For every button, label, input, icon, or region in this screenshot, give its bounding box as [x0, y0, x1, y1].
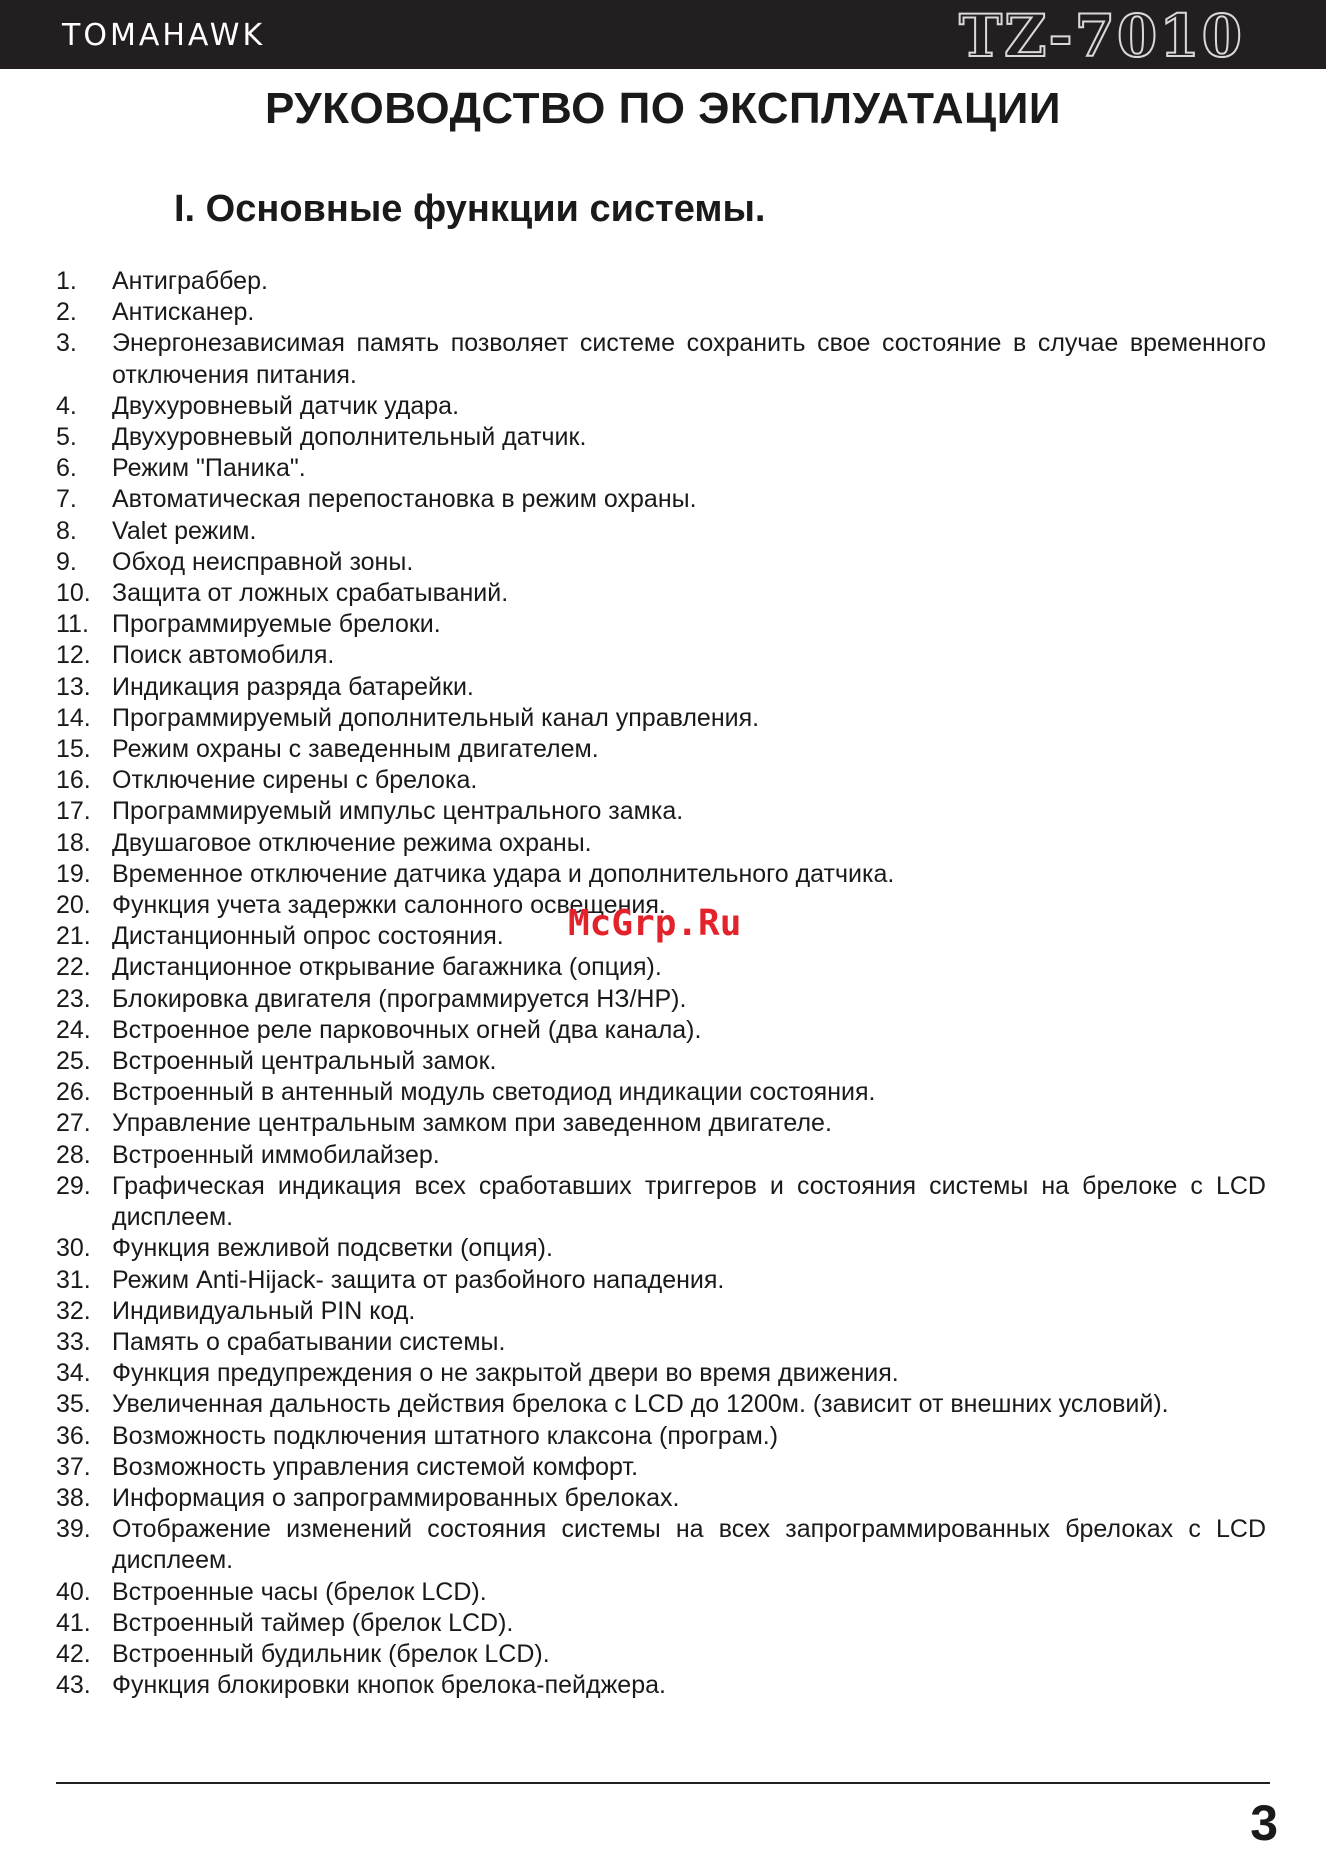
- feature-number: 25.: [56, 1047, 91, 1076]
- model-name: TZ-7010: [959, 2, 1244, 70]
- feature-item: [56, 672, 1266, 703]
- feature-number: 27.: [56, 1109, 91, 1138]
- feature-number: 1.: [56, 267, 77, 295]
- feature-text: Функция блокировки кнопок брелока-пейджера.: [112, 1671, 666, 1700]
- feature-text: Индикация разряда батарейки.: [112, 672, 474, 701]
- feature-number: 32.: [56, 1296, 91, 1325]
- feature-text: Двушаговое отключение режима охраны.: [112, 828, 592, 857]
- feature-number: 12.: [56, 641, 91, 670]
- feature-number: 4.: [56, 391, 77, 420]
- feature-text: Обход неисправной зоны.: [112, 547, 414, 576]
- feature-number: 40.: [56, 1577, 91, 1606]
- feature-item: [56, 266, 1266, 297]
- feature-text: Блокировка двигателя (программируется НЗ/НР).: [112, 984, 687, 1013]
- feature-item: [56, 1140, 1266, 1171]
- feature-number: 20.: [56, 891, 91, 920]
- feature-number: 2.: [56, 298, 77, 327]
- feature-item: [56, 547, 1266, 578]
- feature-item: [56, 578, 1266, 609]
- feature-item: [56, 859, 1266, 890]
- feature-text: Графическая индикация всех сработавших триггеров и состояния системы на брелоке с LCD дисплеем.: [112, 1171, 1266, 1232]
- feature-number: 19.: [56, 859, 91, 888]
- feature-number: 42.: [56, 1639, 91, 1668]
- feature-text: Программируемый дополнительный канал управления.: [112, 703, 760, 732]
- feature-item: [56, 1452, 1266, 1483]
- feature-item: [56, 1639, 1266, 1670]
- feature-item: [56, 1108, 1266, 1139]
- feature-text: Встроенный будильник (брелок LCD).: [112, 1639, 550, 1668]
- feature-item: [56, 984, 1266, 1015]
- feature-text: Режим "Паника".: [112, 454, 306, 483]
- feature-number: 30.: [56, 1234, 91, 1263]
- feature-text: Антисканер.: [112, 298, 255, 327]
- feature-item: [56, 1483, 1266, 1514]
- feature-text: Индивидуальный PIN код.: [112, 1296, 416, 1325]
- feature-text: Дистанционный опрос состояния.: [112, 922, 504, 951]
- feature-text: Функция учета задержки салонного освещения.: [112, 891, 666, 920]
- feature-item: [56, 1608, 1266, 1639]
- feature-number: 38.: [56, 1483, 91, 1512]
- feature-text: Временное отключение датчика удара и дополнительного датчика.: [112, 859, 895, 888]
- feature-text: Valet режим.: [112, 516, 257, 545]
- feature-number: 36.: [56, 1421, 91, 1450]
- feature-number: 22.: [56, 953, 91, 982]
- feature-text: Память о срабатывании системы.: [112, 1327, 506, 1356]
- feature-text: Программируемые брелоки.: [112, 610, 441, 639]
- feature-item: [56, 1421, 1266, 1452]
- feature-number: 35.: [56, 1390, 91, 1419]
- feature-item: [56, 1327, 1266, 1358]
- feature-item: [56, 1389, 1266, 1420]
- feature-text: Отображение изменений состояния системы на всех запрограммированных брелоках с LCD дисплеем.: [112, 1515, 1266, 1575]
- feature-number: 34.: [56, 1359, 91, 1388]
- feature-list: [56, 266, 1266, 1701]
- feature-number: 6.: [56, 454, 77, 483]
- feature-number: 28.: [56, 1140, 91, 1169]
- feature-item: [56, 484, 1266, 515]
- feature-item: [56, 796, 1266, 827]
- feature-item: [56, 1514, 1266, 1576]
- feature-item: [56, 453, 1266, 484]
- footer-divider: [56, 1782, 1270, 1784]
- feature-item: [56, 640, 1266, 671]
- feature-text: Встроенное реле парковочных огней (два канала).: [112, 1015, 702, 1044]
- feature-number: 8.: [56, 516, 77, 545]
- feature-number: 37.: [56, 1452, 91, 1481]
- document-title: РУКОВОДСТВО ПО ЭКСПЛУАТАЦИИ: [265, 84, 1061, 133]
- feature-text: Увеличенная дальность действия брелока с LCD до 1200м. (зависит от внешних условий).: [112, 1390, 1169, 1419]
- header-bar: [0, 0, 1326, 69]
- feature-text: Возможность управления системой комфорт.: [112, 1452, 639, 1481]
- feature-text: Программируемый импульс центрального замка.: [112, 797, 684, 826]
- section-title: I. Основные функции системы.: [174, 188, 766, 230]
- feature-item: [56, 391, 1266, 422]
- feature-text: Встроенные часы (брелок LCD).: [112, 1577, 487, 1606]
- feature-item: [56, 765, 1266, 796]
- watermark[interactable]: McGrp.Ru: [568, 903, 742, 944]
- feature-item: [56, 1670, 1266, 1701]
- feature-text: Встроенный иммобилайзер.: [112, 1140, 440, 1169]
- feature-item: [56, 1046, 1266, 1077]
- feature-number: 9.: [56, 547, 77, 576]
- feature-text: Функция предупреждения о не закрытой двери во время движения.: [112, 1359, 899, 1388]
- feature-item: [56, 516, 1266, 547]
- feature-item: [56, 1015, 1266, 1046]
- feature-number: 31.: [56, 1265, 91, 1294]
- feature-item: [56, 703, 1266, 734]
- feature-text: Двухуровневый датчик удара.: [112, 391, 460, 420]
- feature-item: [56, 1296, 1266, 1327]
- feature-number: 3.: [56, 329, 77, 358]
- feature-item: [56, 952, 1266, 983]
- feature-text: Дистанционное открывание багажника (опция).: [112, 953, 662, 982]
- feature-item: [56, 609, 1266, 640]
- feature-item: [56, 1265, 1266, 1296]
- feature-item: [56, 297, 1266, 328]
- feature-text: Энергонезависимая память позволяет системе сохранить свое состояние в случае временного отключения питания.: [112, 329, 1266, 389]
- feature-item: [56, 1171, 1266, 1233]
- feature-text: Информация о запрограммированных брелоках.: [112, 1483, 680, 1512]
- feature-number: 14.: [56, 703, 91, 732]
- feature-number: 21.: [56, 922, 91, 951]
- feature-item: [56, 1233, 1266, 1264]
- feature-number: 29.: [56, 1171, 91, 1200]
- feature-number: 41.: [56, 1608, 91, 1637]
- feature-number: 43.: [56, 1671, 91, 1700]
- feature-number: 17.: [56, 797, 91, 826]
- feature-text: Поиск автомобиля.: [112, 641, 335, 670]
- feature-number: 39.: [56, 1515, 91, 1544]
- feature-text: Функция вежливой подсветки (опция).: [112, 1234, 553, 1263]
- feature-text: Управление центральным замком при заведенном двигателе.: [112, 1109, 832, 1138]
- feature-item: [56, 422, 1266, 453]
- feature-number: 15.: [56, 735, 91, 764]
- feature-number: 5.: [56, 423, 77, 452]
- page-number: 3: [1250, 1795, 1278, 1851]
- feature-item: [56, 1358, 1266, 1389]
- feature-text: Защита от ложных срабатываний.: [112, 579, 509, 608]
- feature-number: 7.: [56, 485, 77, 514]
- feature-text: Отключение сирены с брелока.: [112, 766, 478, 795]
- feature-number: 10.: [56, 579, 91, 608]
- feature-text: Режим Anti-Hijack- защита от разбойного нападения.: [112, 1265, 725, 1294]
- feature-text: Встроенный таймер (брелок LCD).: [112, 1608, 514, 1637]
- feature-item: [56, 734, 1266, 765]
- feature-number: 23.: [56, 984, 91, 1013]
- feature-text: Встроенный в антенный модуль светодиод индикации состояния.: [112, 1078, 876, 1107]
- feature-item: [56, 828, 1266, 859]
- feature-item: [56, 328, 1266, 390]
- feature-text: Антиграббер.: [112, 267, 268, 295]
- feature-item: [56, 1077, 1266, 1108]
- feature-number: 26.: [56, 1078, 91, 1107]
- feature-number: 24.: [56, 1015, 91, 1044]
- feature-text: Двухуровневый дополнительный датчик.: [112, 423, 587, 452]
- feature-number: 18.: [56, 828, 91, 857]
- feature-number: 11.: [56, 610, 89, 639]
- feature-item: [56, 1577, 1266, 1608]
- feature-text: Возможность подключения штатного клаксона (програм.): [112, 1421, 779, 1450]
- feature-number: 13.: [56, 672, 91, 701]
- feature-text: Встроенный центральный замок.: [112, 1047, 497, 1076]
- feature-text: Автоматическая перепостановка в режим охраны.: [112, 485, 697, 514]
- feature-number: 33.: [56, 1327, 91, 1356]
- feature-number: 16.: [56, 766, 91, 795]
- feature-text: Режим охраны с заведенным двигателем.: [112, 735, 599, 764]
- brand-logo: TOMAHAWK: [62, 18, 266, 53]
